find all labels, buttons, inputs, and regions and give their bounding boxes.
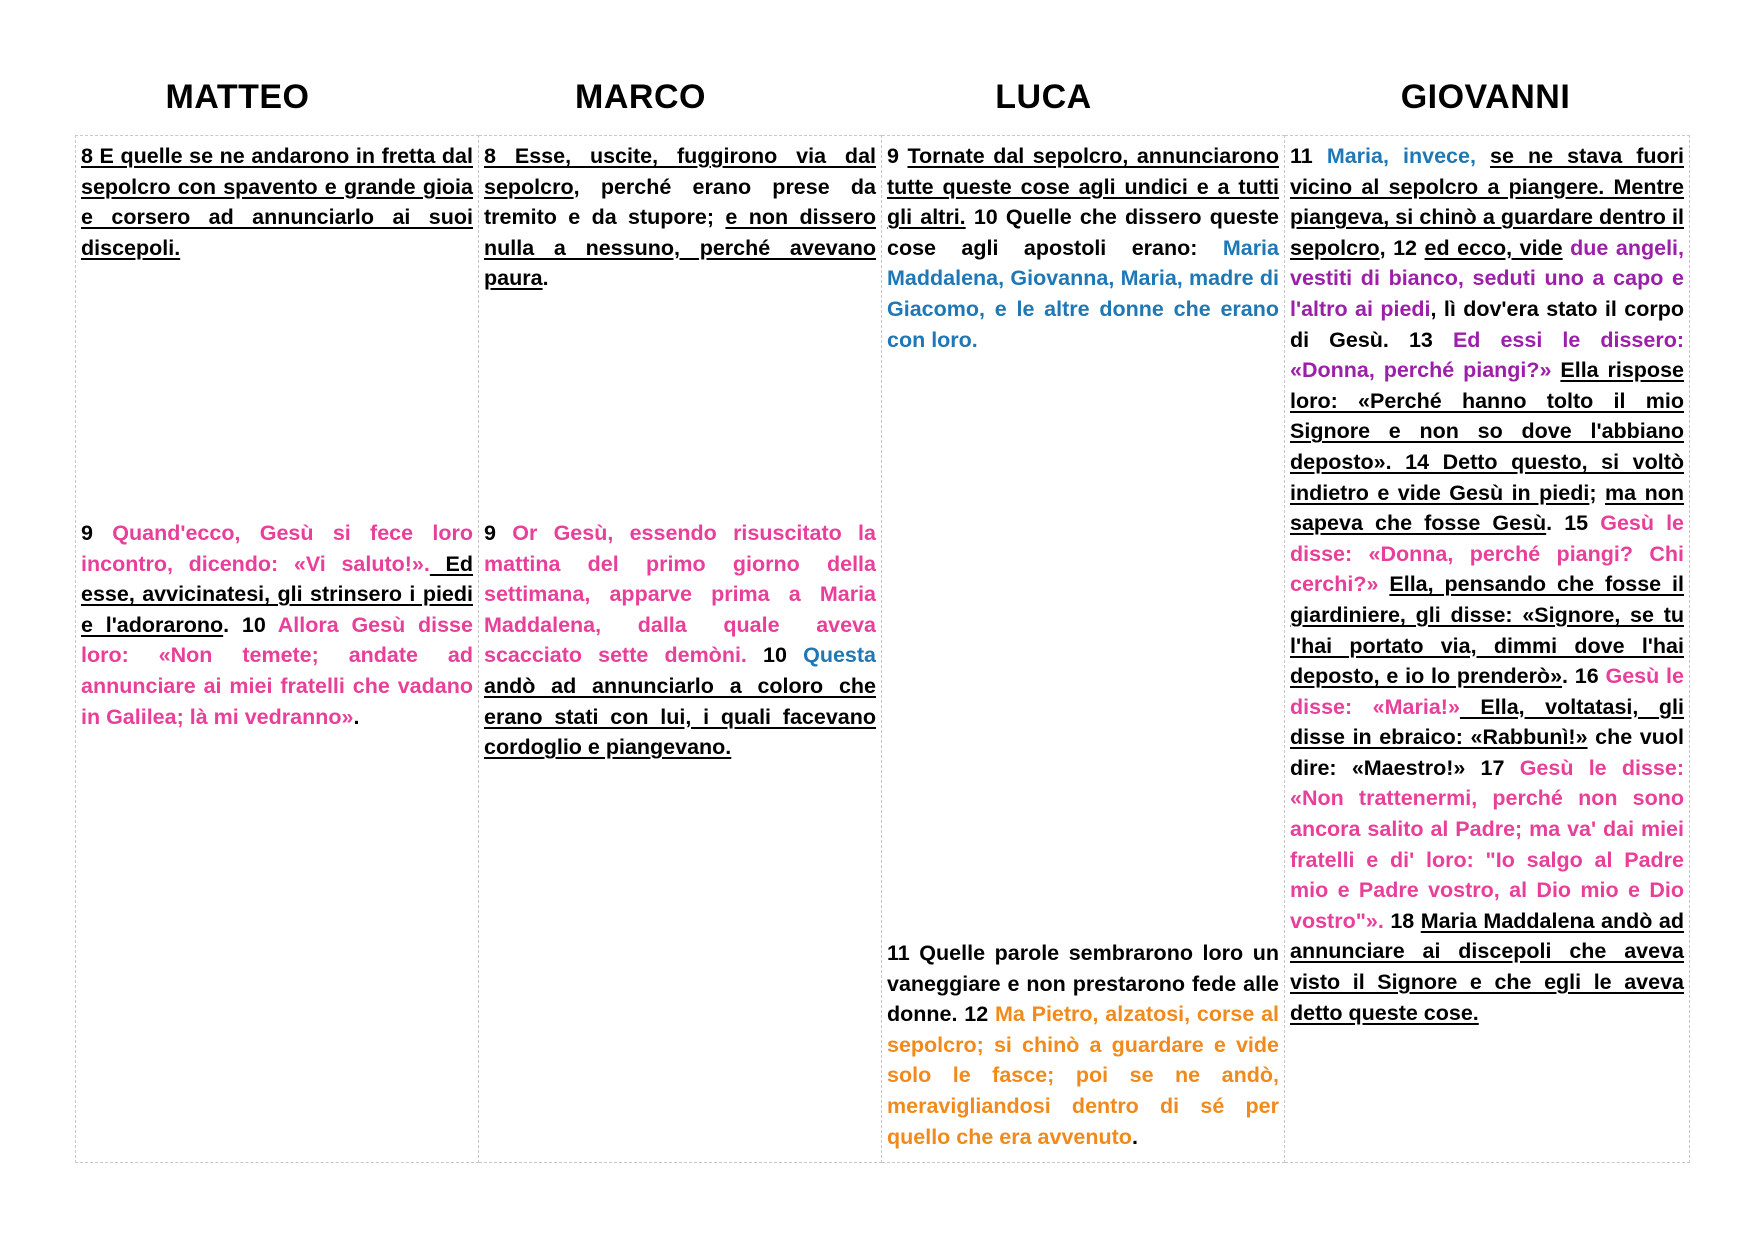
marco-text: , perché erano prese da tremito e da stupore; [484,174,876,230]
women-names: Questa [803,643,876,668]
peter-text: Ma Pietro, alzatosi, corse al sepolcro; si chinò a guardare e vide solo le fasce; poi se ne andò, meravigliandosi dentro di sé per quello che era avvenuto [887,1002,1279,1149]
column-luca [882,136,1285,1163]
jesus-words: Gesù le disse: «Maria!» [1290,664,1684,719]
giovanni-text: se ne stava fuori vicino al sepolcro a piangere. Mentre piangeva, si chinò a guardare dentro il sepolcro [1290,144,1684,260]
giovanni-text: Ella, voltatasi, gli disse in ebraico: «Rabbunì!» [1290,694,1684,750]
verse-number: 9 [887,144,908,168]
giovanni-text: Ella rispose loro: «Perché hanno tolto il mio Signore e non so dove l'abbiano deposto». 14 Detto questo, si voltò indietro e vide Gesù in piedi [1290,358,1684,505]
verse-number: . 10 [223,612,278,637]
luca-passage-1 [887,141,1279,355]
punctuation: . [353,704,360,729]
verse-number: . 16 [1562,664,1606,689]
marco-text: e non dissero nulla a nessuno, perché avevano paura [484,205,876,291]
giovanni-text: ed ecco, vide [1424,235,1563,260]
matteo-passage-2 [81,518,473,732]
verse-number: 9 [81,521,113,545]
punctuation: ; [1589,480,1606,505]
jesus-words: Quand'ecco, Gesù si fece loro incontro, dicendo: «Vi saluto!». [81,521,473,576]
space [1476,144,1490,168]
header-marco: MARCO [575,78,706,116]
verse-number: 11 [1290,144,1327,168]
women-names: Maria, invece, [1326,144,1476,168]
giovanni-text: Maria Maddalena andò ad annunciare ai discepoli che aveva visto il Signore e che egli le aveva detto queste cose. [1290,908,1684,1025]
verse-number: 18 [1383,908,1421,933]
matteo-text: 8 E quelle se ne andarono in fretta dal sepolcro con spavento e grande gioia e corsero ad annunciarlo ai suoi discepoli. [81,144,473,260]
luca-passage-2 [887,938,1279,1152]
angels-text: due angeli, vestiti di bianco, seduti uno a capo e l'altro ai piedi [1290,235,1684,321]
verse-number: . 15 [1546,511,1601,536]
jesus-words: Or Gesù, essendo risuscitato la mattina del primo giorno della settimana, apparve prima a Maria Maddalena, dalla quale aveva scacciato sette demòni. [484,521,876,668]
luca-text: 10 Quelle che dissero queste cose agli apostoli erano: [887,205,1279,260]
jesus-words: Gesù le disse: «Non trattenermi, perché non sono ancora salito al Padre; ma va' dai miei fratelli e di' loro: "Io salgo al Padre mio e Padre vostro, al Dio mio e Dio vostro"». [1290,755,1684,933]
verse-number: 9 [484,521,513,545]
synopsis-table [75,135,1690,1163]
punctuation: . [1131,1124,1138,1149]
column-headers [75,78,1687,128]
verse-number: 10 [746,643,804,668]
punctuation: . [542,266,549,291]
header-giovanni: GIOVANNI [1400,78,1571,116]
column-giovanni [1285,136,1690,1163]
giovanni-text: Ella, pensando che fosse il giardiniere, gli disse: «Signore, se tu l'hai portato via, dimmi dove l'hai deposto, e io lo prenderò» [1290,572,1684,689]
column-marco [479,136,882,1163]
giovanni-text: , lì dov'era stato il corpo di Gesù. 13 [1290,296,1684,352]
verse-number: , 12 [1379,235,1425,260]
marco-text: 8 Esse, uscite, fuggirono via dal sepolcro [484,144,876,199]
giovanni-text: ma non sapeva che fosse Gesù [1290,480,1685,536]
column-matteo [76,136,479,1163]
luca-text: Tornate dal sepolcro, annunciarono tutte queste cose agli undici e a tutti gli altri. [887,144,1279,230]
marco-passage-2 [484,518,876,763]
marco-passage-1 [484,141,876,294]
marco-text: andò ad annunciarlo a coloro che erano stati con lui, i quali facevano cordoglio e piangevano. [484,673,876,760]
matteo-passage-1 [81,141,473,263]
giovanni-passage [1290,141,1684,1028]
header-matteo: MATTEO [165,78,310,116]
jesus-words: Gesù le disse: «Donna, perché piangi? Chi cerchi?» [1290,511,1685,597]
luca-text: 11 Quelle parole sembrarono loro un vaneggiare e non prestarono fede alle donne. 12 [887,941,1279,1027]
header-luca: LUCA [995,78,1092,116]
women-names: Maria Maddalena, Giovanna, Maria, madre di Giacomo, e le altre donne che erano con loro. [887,235,1279,352]
angels-text: Ed essi le dissero: «Donna, perché piangi?» [1290,327,1684,383]
matteo-text: Ed esse, avvicinatesi, gli strinsero i piedi e l'adorarono [81,551,474,637]
jesus-words: Allora Gesù disse loro: «Non temete; andate ad annunciare ai miei fratelli che vadano in Galilea; là mi vedranno» [81,612,473,729]
space [1378,572,1389,596]
giovanni-text: che vuol dire: «Maestro!» 17 [1290,725,1684,780]
